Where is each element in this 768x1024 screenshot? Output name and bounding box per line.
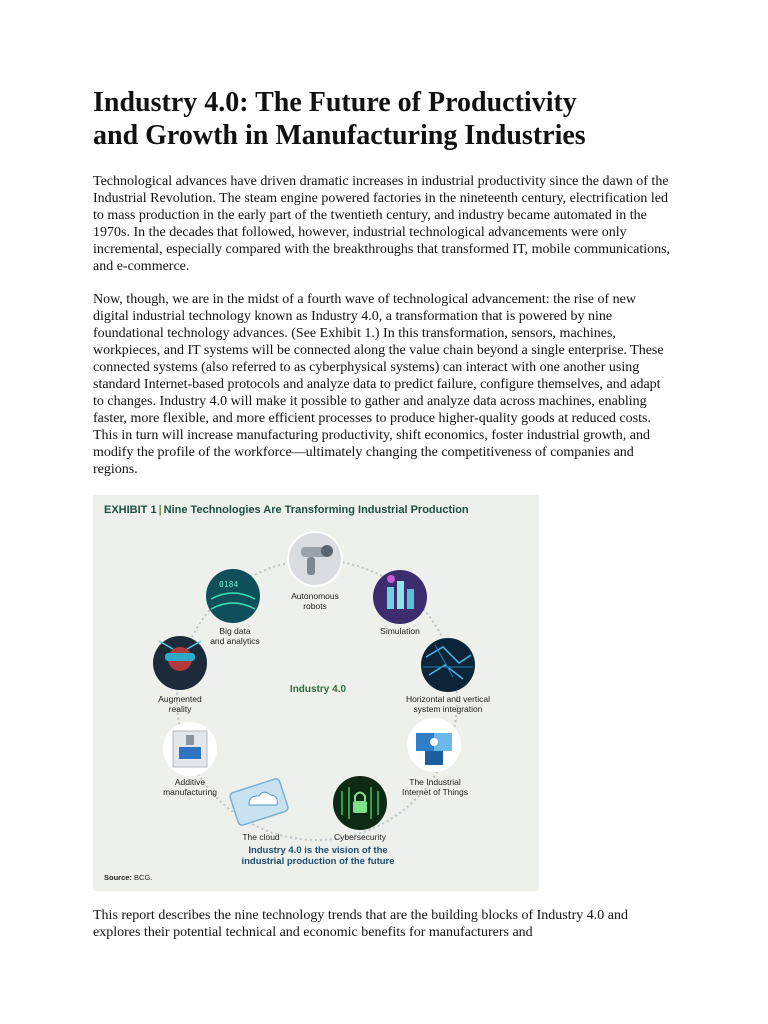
- label-big-data: Big data and analytics: [210, 626, 260, 647]
- exhibit-figure: [93, 495, 539, 891]
- label-cloud: The cloud: [242, 832, 280, 843]
- paragraph-1: Technological advances have driven dramatic increases in industrial productivity since the dawn of the Industrial Revolution. The steam engine powered factories in the nineteenth century, electrification led to mass production in the early part of the twentieth century, and industry became automated in the 1970s. In the decades that followed, however, industrial technological advancements were only incremental, especially compared with the breakthroughs that transformed IT, mobile communications, and e-commerce.: [93, 174, 671, 274]
- article: [93, 86, 673, 942]
- cybersecurity-icon: [333, 776, 387, 830]
- exhibit-label: EXHIBIT 1: [104, 504, 157, 517]
- source-label: Source:: [104, 873, 132, 883]
- paragraph-2: Now, though, we are in the midst of a fourth wave of technological advancement: the rise of new digital industrial technology known as Industry 4.0, a transformation that is powered by nine foundational technology advances. (See Exhibit 1.) In this transformation, sensors, machines, workpieces, and IT systems will be connected along the value chain beyond a single enterprise. These connected systems (also referred to as cyberphysical systems) can interact with one another using standard Internet-based protocols and analyze data to predict failure, configure themselves, and adapt to changes. Industry 4.0 will make it possible to gather and analyze data across machines, enabling faster, more flexible, and more efficient processes to produce higher-quality goods at reduced costs. This in turn will increase manufacturing productivity, shift economics, foster industrial growth, and modify the profile of the workforce—ultimately changing the competitiveness of companies and regions.: [93, 292, 664, 477]
- svg-text:0184: 0184: [219, 580, 239, 590]
- big-data-icon: [206, 569, 260, 623]
- exhibit-title-text: Nine Technologies Are Transforming Industrial Production: [163, 504, 469, 517]
- cloud-device-icon: [229, 778, 289, 826]
- vision-line-1: Industry 4.0 is the vision of the: [248, 845, 388, 857]
- iot-puzzle-icon: [407, 718, 461, 772]
- title-line-1: Industry 4.0: The Future of Productivity: [93, 87, 577, 118]
- article-title: [93, 86, 673, 152]
- autonomous-robots-icon: [288, 532, 342, 586]
- label-autonomous-robots: Autonomous robots: [291, 591, 339, 612]
- label-simulation: Simulation: [380, 626, 420, 637]
- exhibit-source: [104, 873, 152, 882]
- system-integration-icon: [421, 638, 475, 692]
- label-additive-manufacturing: Additive manufacturing: [163, 777, 217, 798]
- title-line-2: and Growth in Manufacturing Industries: [93, 120, 586, 151]
- label-system-integration: Horizontal and vertical system integration: [405, 694, 491, 715]
- exhibit-separator: |: [158, 504, 162, 517]
- additive-manufacturing-icon: [163, 722, 217, 776]
- label-cybersecurity: Cybersecurity: [334, 832, 386, 843]
- label-iot: The Industrial Internet of Things: [402, 777, 468, 798]
- source-value: BCG.: [134, 873, 153, 883]
- augmented-reality-icon: [153, 636, 207, 690]
- paragraph-3: This report describes the nine technology trends that are the building blocks of Industry 4.0 and explores their potential technical and economic benefits for manufacturers and: [93, 908, 628, 941]
- vision-caption: [213, 845, 423, 867]
- center-title: Industry 4.0: [289, 684, 347, 696]
- simulation-icon: [373, 570, 427, 624]
- label-augmented-reality: Augmented reality: [158, 694, 202, 715]
- exhibit-title: [104, 504, 469, 516]
- vision-line-2: industrial production of the future: [241, 856, 395, 868]
